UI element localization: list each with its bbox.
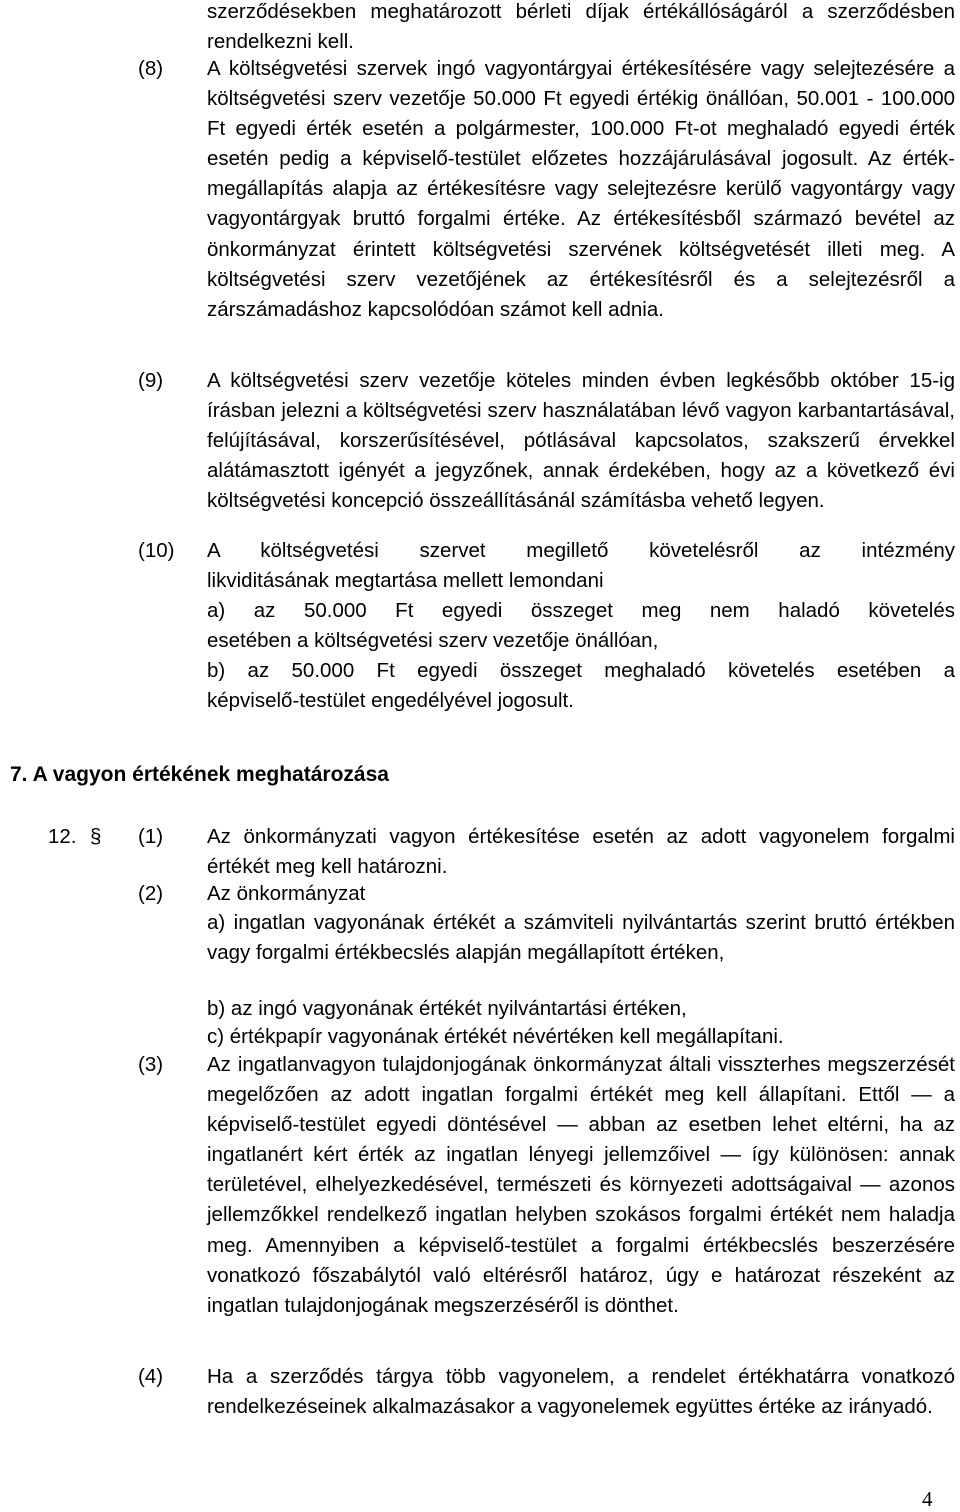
sub-2-intro: Az önkormányzat [207,882,366,905]
sub-4-number: (4) [138,1365,164,1388]
section-10-line: likviditásának megtartása mellett lemondani [207,569,604,592]
section-sign: § [90,825,102,848]
section-8-number: (8) [138,57,164,80]
sub-3-number: (3) [138,1053,164,1076]
sub-1-text: Az önkormányzati vagyon értékesítése esetén az adott vagyonelem forgalmi értékét meg kell határozni. [207,825,955,879]
section-9-number: (9) [138,369,164,392]
section-10-number: (10) [138,539,175,562]
section-10-item-a: a) az 50.000 Ft egyedi összeget meg nem haladó követelés [207,599,955,622]
page-number: 4 [922,1487,933,1511]
section-10-line: A költségvetési szervet megillető követelésről az intézmény [207,539,955,562]
sub-1-number: (1) [138,825,164,848]
section-10-line: esetében a költségvetési szerv vezetője önállóan, [207,629,659,652]
sub-2-item-c-text: c) értékpapír vagyonának értékét névértéken kell megállapítani. [207,1025,784,1048]
section-heading: 7. A vagyon értékének meghatározása [10,763,389,786]
section-10-line: képviselő-testület engedélyével jogosult. [207,689,574,712]
section-8-tail-text: szerződésekben meghatározott bérleti díjak értékállóságáról a szerződésben rendelkezni kell. [207,0,955,54]
section-8-text: A költségvetési szervek ingó vagyontárgyai értékesítésére vagy selejtezésére a költségvetési szerv vezetője 50.000 Ft egyedi értékig önállóan, 50.001 - 100.000 Ft egyedi érték esetén a polgármester, 100.000 Ft-ot meghaladó egyedi érték esetén pedig a képviselő-testület előzetes hozzájárulásával jogosult. Az érték-megállapítás alapja az értékesítésre vagy selejtezésre kerülő vagyontárgy vagy vagyontárgyak bruttó forgalmi értéke. Az értékesítésből származó bevétel az önkormányzat érintett költségvetési szervének költségvetését illeti meg. A költségvetési szerv vezetőjének az értékesítésről és a selejtezésről a zárszámadáshoz kapcsolódóan számot kell adnia. [207,57,955,321]
sub-2-item-b-text: b) az ingó vagyonának értékét nyilvántartási értéken, [207,997,687,1020]
sub-2-number: (2) [138,882,164,905]
sub-2-item-a-text: a) ingatlan vagyonának értékét a számviteli nyilvántartás szerint bruttó értékben vagy forgalmi értékbecslés alapján megállapított értéken, [207,911,955,965]
section-9-text: A költségvetési szerv vezetője köteles minden évben legkésőbb október 15-ig írásban jelezni a költségvetési szerv használatában lévő vagyon karbantartásával, felújításával, korszerűsítésével, pótlásával kapcsolatos, szakszerű érvekkel alátámasztott igényét a jegyzőnek, annak érdekében, hogy az a következő évi költségvetési koncepció összeállításánál számításba vehető legyen. [207,369,955,513]
section-10-item-b: b) az 50.000 Ft egyedi összeget meghaladó követelés esetében a [207,659,955,682]
sub-4-text: Ha a szerződés tárgya több vagyonelem, a rendelet értékhatárra vonatkozó rendelkezéseinek alkalmazásakor a vagyonelemek együttes értéke az irányadó. [207,1365,955,1419]
sub-3-text: Az ingatlanvagyon tulajdonjogának önkormányzat általi visszterhes megszerzését megelőzően az adott ingatlan forgalmi értékét meg kell állapítani. Ettől — a képviselő-testület egyedi döntésével — abban az esetben lehet eltérni, ha az ingatlanért kért érték az ingatlan lényegi jellemzőivel — így különösen: annak területével, elhelyezkedésével, természeti és környezeti adottságaival — azonos jellemzőkkel rendelkező ingatlan helyben szokásos forgalmi értékét nem haladja meg. Amennyiben a képviselő-testület a forgalmi értékbecslés beszerzésére vonatkozó főszabálytól való eltérésről határoz, úgy e határozat részeként az ingatlan tulajdonjogának megszerzéséről is dönthet. [207,1053,955,1317]
paragraph-12-number: 12. [48,825,77,848]
